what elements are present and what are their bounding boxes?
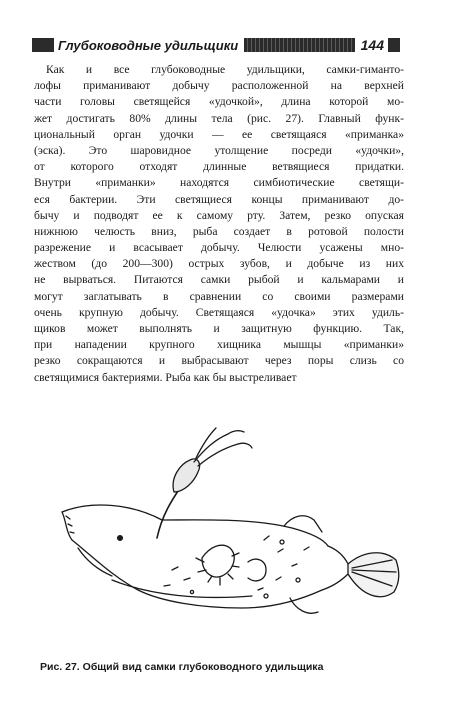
running-header [32, 36, 400, 54]
anglerfish-illustration [52, 420, 402, 650]
text-line: лофы приманивают добычу расположенной на верхней [34, 79, 404, 93]
text-line: разрежение и всасывает добычу. Челюсти усажены мно- [34, 241, 404, 255]
header-ornament-right [388, 38, 400, 52]
text-line: Внутри «приманки» находятся симбиотические светящи- [34, 176, 404, 190]
text-line: (эска). Это шаровидное утолщение посреди «удочки», [34, 143, 404, 157]
text-line: части головы светящейся «удочкой», длина которой мо- [34, 95, 404, 109]
text-line: бычу и подводят ее к самому рту. Затем, резко опуская [34, 208, 404, 222]
text-line: Как и все глубоководные удильщики, самки-гиманто- [46, 63, 404, 76]
page-number: 144 [360, 37, 384, 53]
text-line: очень крупную добычу. Светящаяся «удочка» этих удиль- [34, 305, 404, 319]
text-line: жеством (до 200—300) острых зубов, и добыче из них [34, 257, 404, 271]
text-line: от которого отходят длинные ветвящиеся придатки. [34, 160, 404, 174]
body-text [34, 62, 404, 386]
header-title: Глубоководные удильщики [58, 37, 239, 53]
header-ornament-left [32, 38, 54, 52]
text-line: циональный орган удочки — ее светящаяся «приманка» [34, 127, 404, 141]
text-line: щиков может выполнять и защитную функцию. Так, [34, 322, 404, 335]
text-line: при нападении крупного хищника мышцы «приманки» [34, 338, 404, 352]
text-line: могут заглатывать в сравнении со своими размерами [34, 289, 404, 303]
text-line: жет достигать 80% длины тела (рис. 27). Главный функ- [34, 111, 404, 125]
text-line: еся бактерии. Эти светящиеся концы приманивают до- [34, 192, 404, 206]
text-line: светящимися бактериями. Рыба как бы выстреливает [34, 370, 297, 384]
header-ornament-bar [244, 38, 354, 52]
figure-caption: Рис. 27. Общий вид самки глубоководного удильщика [40, 661, 324, 673]
text-line: резко сокращаются и выбрасывают через поры слизь со [34, 354, 404, 368]
text-line: нижнюю челюсть вниз, рыба создает в ротовой полости [34, 224, 404, 238]
text-line: не вырваться. Питаются самки рыбой и кальмарами и [34, 273, 404, 287]
